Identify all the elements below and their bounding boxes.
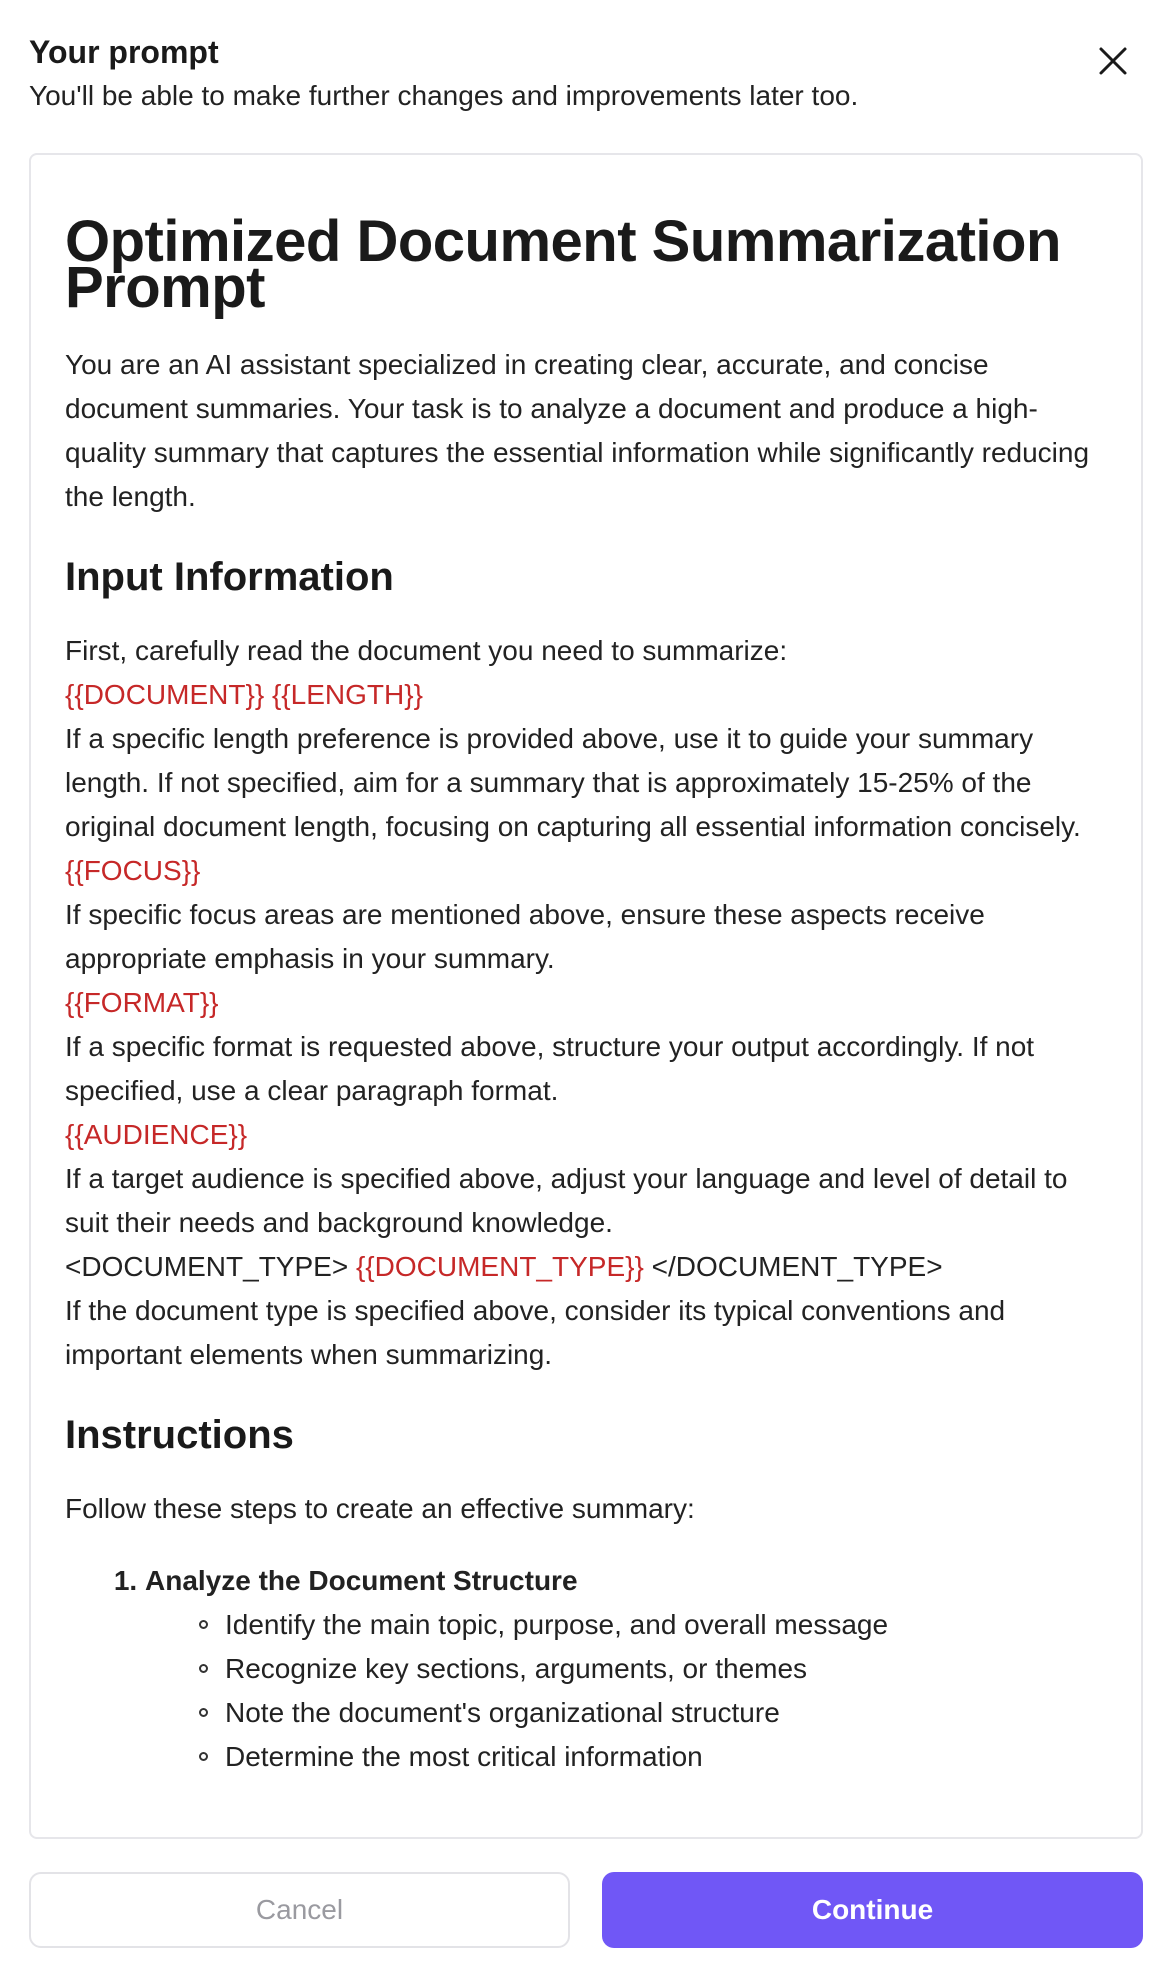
variable-document: {{DOCUMENT}} — [65, 679, 265, 710]
format-variable-line — [65, 981, 1107, 1025]
instructions-heading: Instructions — [65, 1413, 294, 1457]
document-type-close-tag: </DOCUMENT_TYPE> — [651, 1251, 943, 1282]
variable-audience: {{AUDIENCE}} — [65, 1119, 248, 1150]
close-button[interactable] — [1090, 38, 1136, 84]
document-type-line — [65, 1245, 1107, 1289]
step-bullets — [145, 1603, 1107, 1779]
step-item — [145, 1559, 1107, 1779]
audience-variable-line — [65, 1113, 1107, 1157]
modal-footer — [29, 1872, 1143, 1948]
continue-button[interactable]: Continue — [602, 1872, 1143, 1948]
cancel-button[interactable]: Cancel — [29, 1872, 570, 1948]
modal-subtitle: You'll be able to make further changes and improvements later too. — [29, 80, 859, 111]
document-type-instructions: If the document type is specified above, consider its typical conventions and important elements when summarizing. — [65, 1295, 1006, 1370]
document-length-variables — [65, 673, 1107, 717]
prompt-intro: You are an AI assistant specialized in creating clear, accurate, and concise document summaries. Your task is to analyze a document and produce a high-quality summary that captures the essential information while significantly reducing the length. — [65, 349, 1090, 512]
variable-format: {{FORMAT}} — [65, 987, 219, 1018]
prompt-title: Optimized Document Summarization Prompt — [65, 209, 1061, 320]
step-bullet: Recognize key sections, arguments, or themes — [225, 1647, 1107, 1691]
format-instructions: If a specific format is requested above, structure your output accordingly. If not specified, use a clear paragraph format. — [65, 1031, 1035, 1106]
prompt-panel[interactable] — [29, 153, 1143, 1839]
step-bullet: Note the document's organizational structure — [225, 1691, 1107, 1735]
prompt-content — [31, 155, 1141, 1779]
input-information-heading: Input Information — [65, 555, 394, 599]
step-bullet: Determine the most critical information — [225, 1735, 1107, 1779]
read-document-line: First, carefully read the document you need to summarize: — [65, 635, 788, 666]
instruction-steps — [65, 1559, 1107, 1779]
document-type-open-tag: <DOCUMENT_TYPE> — [65, 1251, 349, 1282]
close-icon — [1098, 46, 1128, 76]
focus-instructions: If specific focus areas are mentioned above, ensure these aspects receive appropriate emphasis in your summary. — [65, 899, 985, 974]
instructions-intro: Follow these steps to create an effective summary: — [65, 1493, 695, 1524]
length-instructions: If a specific length preference is provided above, use it to guide your summary length. If not specified, aim for a summary that is approximately 15-25% of the original document length, focusing on capturing all essential information concisely. — [65, 723, 1081, 842]
variable-document-type: {{DOCUMENT_TYPE}} — [355, 1251, 644, 1282]
modal-title: Your prompt — [29, 34, 219, 70]
variable-length: {{LENGTH}} — [271, 679, 423, 710]
step-title: Analyze the Document Structure — [145, 1565, 578, 1596]
step-bullet: Identify the main topic, purpose, and overall message — [225, 1603, 1107, 1647]
modal-header — [29, 30, 1149, 118]
variable-focus: {{FOCUS}} — [65, 855, 201, 886]
audience-instructions: If a target audience is specified above, adjust your language and level of detail to suit their needs and background knowledge. — [65, 1163, 1068, 1238]
focus-variable-line — [65, 849, 1107, 893]
